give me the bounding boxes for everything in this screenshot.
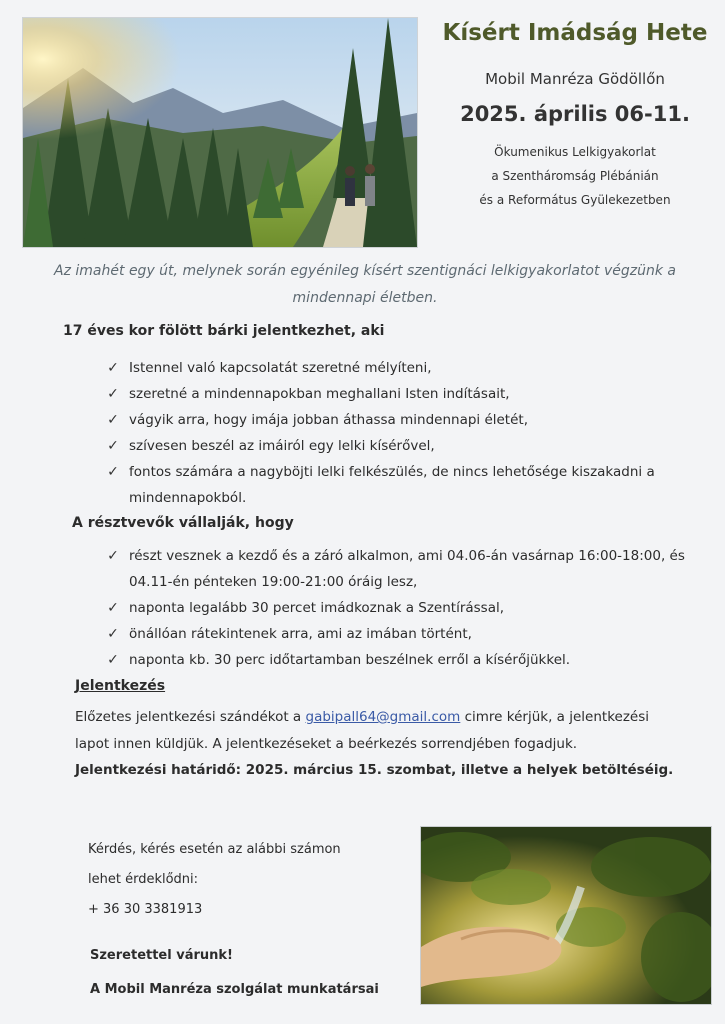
checkmark-icon: ✓ bbox=[107, 464, 119, 480]
list-item: ✓ vágyik arra, hogy imája jobban áthassa mindennapi életét, bbox=[105, 407, 690, 433]
description-line: Ökumenikus Lelkigyakorlat bbox=[494, 145, 656, 159]
subtitle: Mobil Manréza Gödöllőn bbox=[485, 70, 665, 88]
checkmark-icon: ✓ bbox=[107, 386, 119, 402]
event-date: 2025. április 06-11. bbox=[460, 102, 690, 126]
list-item: ✓ naponta kb. 30 perc időtartamban beszélnek erről a kísérőjükkel. bbox=[105, 647, 705, 673]
checkmark-icon: ✓ bbox=[107, 652, 119, 668]
contact-line: lehet érdeklődni: bbox=[88, 872, 199, 887]
team-signature: A Mobil Manréza szolgálat munkatársai bbox=[90, 982, 379, 997]
commitments-heading: A résztvevők vállalják, hogy bbox=[72, 515, 294, 531]
list-item: ✓ fontos számára a nagyböjti lelki felkészülés, de nincs lehetősége kiszakadni a mindennapokból. bbox=[105, 459, 690, 511]
description-line: és a Református Gyülekezetben bbox=[479, 193, 671, 207]
checkmark-icon: ✓ bbox=[107, 548, 119, 564]
checkmark-icon: ✓ bbox=[107, 600, 119, 616]
list-item: ✓ önállóan rátekintenek arra, ami az imában történt, bbox=[105, 621, 705, 647]
list-item: ✓ naponta legalább 30 percet imádkoznak a Szentírással, bbox=[105, 595, 705, 621]
list-item: ✓ szívesen beszél az imáiról egy lelki kísérővel, bbox=[105, 433, 690, 459]
event-description bbox=[430, 140, 720, 212]
contact-line: Kérdés, kérés esetén az alábbi számon bbox=[88, 842, 341, 857]
hand-water-photo bbox=[420, 826, 712, 1005]
list-item: ✓ Istennel való kapcsolatát szeretné mélyíteni, bbox=[105, 355, 690, 381]
page-title: Kísért Imádság Hete bbox=[442, 20, 708, 46]
registration-title: Jelentkezés bbox=[75, 678, 166, 694]
header bbox=[430, 18, 720, 212]
mountain-path-photo bbox=[22, 17, 418, 248]
checkmark-icon: ✓ bbox=[107, 626, 119, 642]
intro-text: Az imahét egy út, melynek során egyénileg kísért szentignáci lelkigyakorlatot végzünk a mindennapi életben. bbox=[54, 263, 676, 306]
list-item: ✓ részt vesznek a kezdő és a záró alkalmon, ami 04.06-án vasárnap 16:00-18:00, és 04.11-én pénteken 19:00-21:00 óráig lesz, bbox=[105, 543, 705, 595]
eligibility-heading: 17 éves kor fölött bárki jelentkezhet, aki bbox=[63, 323, 385, 339]
registration-text: Előzetes jelentkezési szándékot a gabipall64@gmail.com cimre kérjük, a jelentkezési lapot innen küldjük. A jelentkezéseket a beérkezés sorrendjében fogadjuk. bbox=[75, 709, 650, 752]
checkmark-icon: ✓ bbox=[107, 412, 119, 428]
commitments-list bbox=[105, 543, 705, 673]
contact-block bbox=[88, 835, 408, 925]
phone-number: + 36 30 3381913 bbox=[88, 902, 203, 917]
list-item: ✓ szeretné a mindennapokban meghallani Isten indításait, bbox=[105, 381, 690, 407]
checkmark-icon: ✓ bbox=[107, 360, 119, 376]
email-link[interactable]: gabipall64@gmail.com bbox=[305, 709, 461, 725]
checkmark-icon: ✓ bbox=[107, 438, 119, 454]
description-line: a Szentháromság Plébánián bbox=[491, 169, 659, 183]
eligibility-list bbox=[105, 355, 690, 511]
welcome-text: Szeretettel várunk! bbox=[90, 948, 233, 963]
registration-deadline: Jelentkezési határidő: 2025. március 15. szombat, illetve a helyek betöltéséig. bbox=[75, 762, 674, 778]
